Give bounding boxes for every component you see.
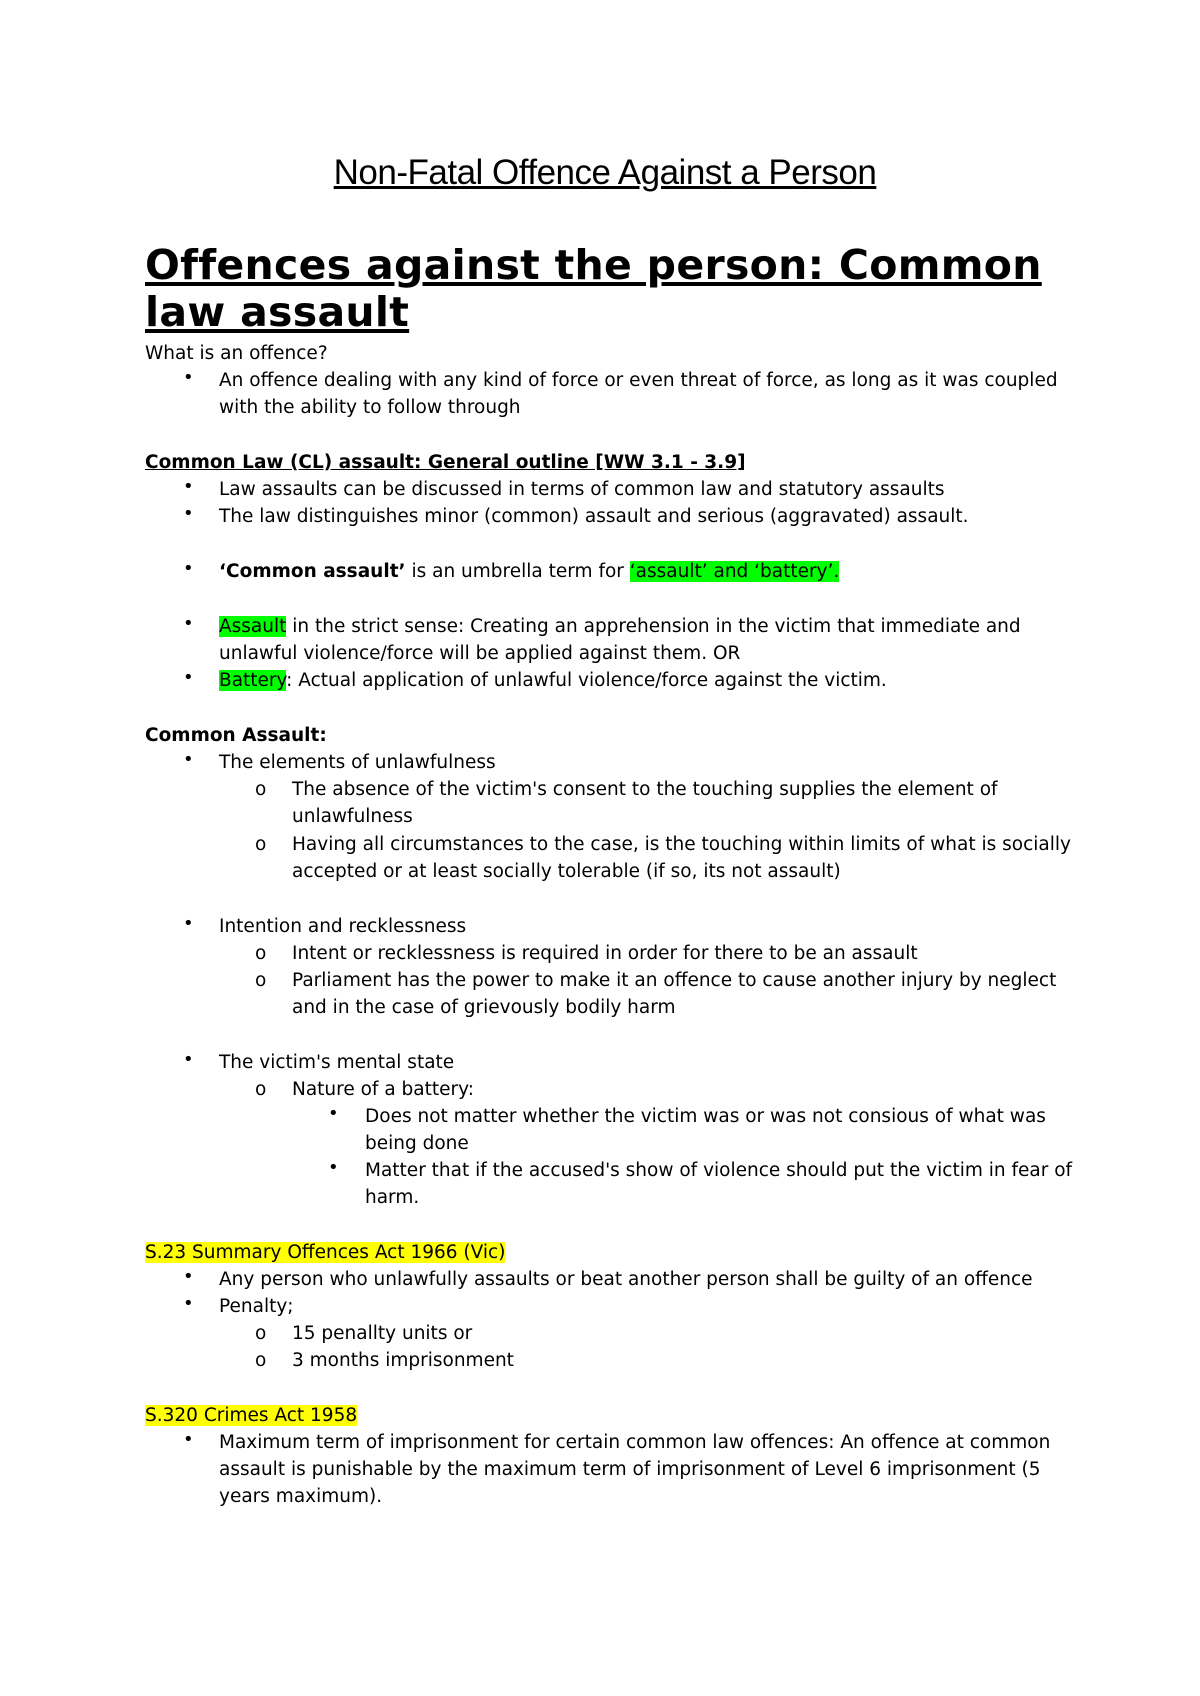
bullet-icon: • xyxy=(328,1157,339,1178)
general-bullet-3 xyxy=(219,558,839,585)
bullet-icon: • xyxy=(183,913,194,934)
bullet-icon: • xyxy=(183,613,194,634)
element-3-sub-1-a-line2: being done xyxy=(365,1133,469,1154)
bullet-icon: • xyxy=(328,1103,339,1124)
s23-bullet-2: Penalty; xyxy=(219,1296,294,1317)
bullet-icon: • xyxy=(183,503,194,524)
element-3-sub-1: Nature of a battery: xyxy=(292,1079,474,1100)
element-3-sub-1-a-line1: Does not matter whether the victim was or was not consious of what was xyxy=(365,1106,1046,1127)
general-bullet-5-text: : Actual application of unlawful violence/force against the victim. xyxy=(286,670,887,691)
highlight-battery: Battery xyxy=(219,670,287,691)
s23-bullet-1: Any person who unlawfully assaults or beat another person shall be guilty of an offence xyxy=(219,1269,1033,1290)
general-bullet-4-line1 xyxy=(219,613,1021,640)
s23-sub-1: 15 penallty units or xyxy=(292,1323,473,1344)
circle-bullet-icon: o xyxy=(255,943,267,964)
bullet-icon: • xyxy=(183,1429,194,1450)
section-heading-line1: Offences against the person: Common xyxy=(145,241,1042,289)
general-bullet-3-text: is an umbrella term for xyxy=(405,561,630,582)
element-2: Intention and recklessness xyxy=(219,916,467,937)
s23-heading xyxy=(145,1239,505,1266)
intro-answer-line2: with the ability to follow through xyxy=(219,397,521,418)
section-heading-line2: law assault xyxy=(145,288,410,336)
s320-heading-text: S.320 Crimes Act 1958 xyxy=(145,1405,358,1426)
bullet-icon: • xyxy=(183,367,194,388)
s23-heading-text: S.23 Summary Offences Act 1966 (Vic) xyxy=(145,1242,506,1263)
general-heading: Common Law (CL) assault: General outline [WW 3.1 - 3.9] xyxy=(145,452,746,473)
element-1-sub-2-line2: accepted or at least socially tolerable (if so, its not assault) xyxy=(292,861,841,882)
element-1-sub-1-line2: unlawfulness xyxy=(292,806,413,827)
section-heading xyxy=(145,242,1065,336)
s320-heading xyxy=(145,1402,357,1429)
element-1-sub-1-line1: The absence of the victim's consent to the touching supplies the element of xyxy=(292,779,998,800)
element-2-sub-1: Intent or recklessness is required in order for there to be an assault xyxy=(292,943,918,964)
general-bullet-4-text: in the strict sense: Creating an apprehension in the victim that immediate and xyxy=(286,616,1021,637)
bullet-icon: • xyxy=(183,749,194,770)
circle-bullet-icon: o xyxy=(255,1079,267,1100)
intro-question: What is an offence? xyxy=(145,343,328,364)
bullet-icon: • xyxy=(183,1266,194,1287)
element-2-sub-2-line1: Parliament has the power to make it an offence to cause another injury by neglect xyxy=(292,970,1057,991)
circle-bullet-icon: o xyxy=(255,779,267,800)
bullet-icon: • xyxy=(183,667,194,688)
s23-sub-2: 3 months imprisonment xyxy=(292,1350,514,1371)
bullet-icon: • xyxy=(183,558,194,579)
element-2-sub-2-line2: and in the case of grievously bodily harm xyxy=(292,997,676,1018)
highlight-assault: Assault xyxy=(219,616,287,637)
general-bullet-5 xyxy=(219,667,887,694)
general-bullet-4-line2: unlawful violence/force will be applied against them. OR xyxy=(219,643,741,664)
highlight-assault-battery: ‘assault’ and ‘battery’. xyxy=(629,561,840,582)
bullet-icon: • xyxy=(183,476,194,497)
s320-line2: assault is punishable by the maximum term of imprisonment of Level 6 imprisonment (5 xyxy=(219,1459,1041,1480)
general-bullet-2: The law distinguishes minor (common) assault and serious (aggravated) assault. xyxy=(219,506,969,527)
common-assault-term: ‘Common assault’ xyxy=(219,561,406,582)
circle-bullet-icon: o xyxy=(255,1323,267,1344)
bullet-icon: • xyxy=(183,1293,194,1314)
intro-answer-line1: An offence dealing with any kind of force or even threat of force, as long as it was coupled xyxy=(219,370,1058,391)
element-3-sub-1-b-line2: harm. xyxy=(365,1187,420,1208)
circle-bullet-icon: o xyxy=(255,1350,267,1371)
circle-bullet-icon: o xyxy=(255,970,267,991)
circle-bullet-icon: o xyxy=(255,834,267,855)
bullet-icon: • xyxy=(183,1049,194,1070)
element-1: The elements of unlawfulness xyxy=(219,752,496,773)
element-3-sub-1-b-line1: Matter that if the accused's show of violence should put the victim in fear of xyxy=(365,1160,1073,1181)
s320-line3: years maximum). xyxy=(219,1486,383,1507)
general-bullet-1: Law assaults can be discussed in terms of common law and statutory assaults xyxy=(219,479,945,500)
s320-line1: Maximum term of imprisonment for certain common law offences: An offence at common xyxy=(219,1432,1051,1453)
element-1-sub-2-line1: Having all circumstances to the case, is the touching within limits of what is socially xyxy=(292,834,1071,855)
element-3: The victim's mental state xyxy=(219,1052,455,1073)
document-title: Non-Fatal Offence Against a Person xyxy=(333,153,877,192)
common-assault-heading: Common Assault: xyxy=(145,725,327,746)
